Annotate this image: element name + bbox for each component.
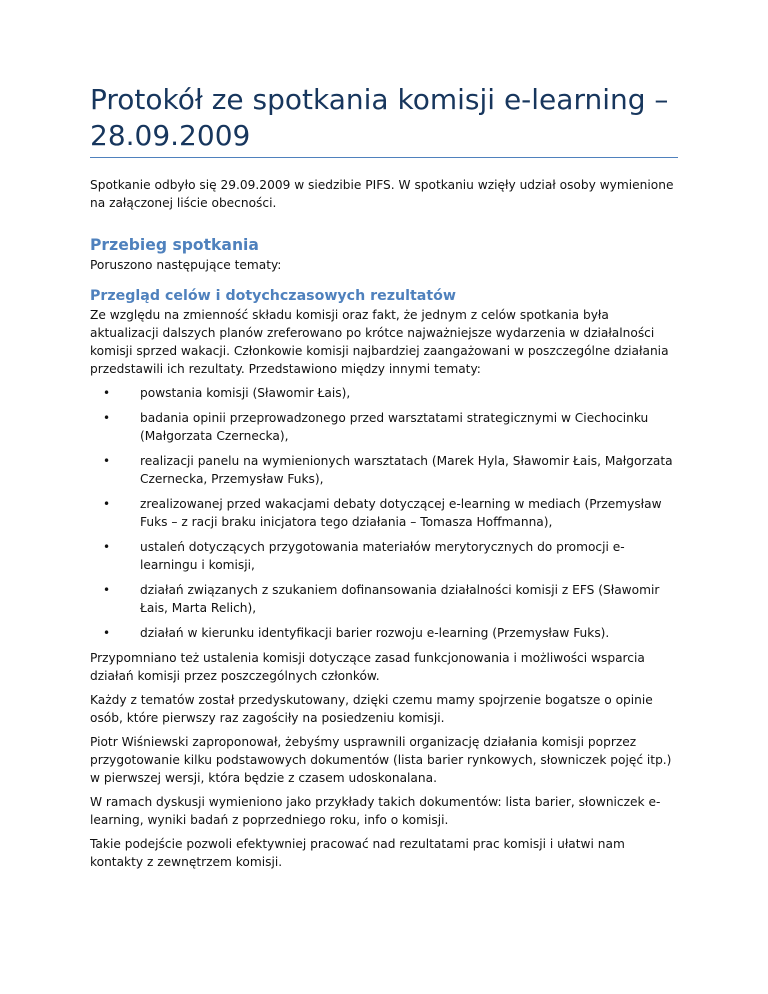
document-body: [90, 176, 678, 877]
body-paragraph: W ramach dyskusji wymieniono jako przykłady takich dokumentów: lista barier, słowniczek e-learning, wyniki badań z poprzedniego roku, info o komisji.: [90, 795, 661, 827]
topic-list-item: [90, 384, 678, 402]
topic-text: realizacji panelu na wymienionych warsztatach (Marek Hyla, Sławomir Łais, Małgorzata Czernecka, Przemysław Fuks),: [140, 454, 673, 486]
section-heading: Przebieg spotkania: [90, 236, 259, 254]
topic-text: działań w kierunku identyfikacji barier rozwoju e-learning (Przemysław Fuks).: [140, 626, 610, 640]
subsection-heading: Przegląd celów i dotychczasowych rezultatów: [90, 288, 456, 304]
title-underline-rule: [90, 157, 678, 158]
topic-text: działań związanych z szukaniem dofinansowania działalności komisji z EFS (Sławomir Łais, Marta Relich),: [140, 583, 660, 615]
topic-text: ustaleń dotyczących przygotowania materiałów merytorycznych do promocji e-learningu i komisji,: [140, 540, 625, 572]
topic-list-item: [90, 409, 678, 445]
section-lead-paragraph: Poruszono następujące tematy:: [90, 258, 282, 272]
body-paragraph: Takie podejście pozwoli efektywniej pracować nad rezultatami prac komisji i ułatwi nam kontakty z zewnętrzem komisji.: [90, 837, 625, 869]
body-paragraph: Piotr Wiśniewski zaproponował, żebyśmy usprawnili organizację działania komisji poprzez przygotowanie kilku podstawowych dokumentów (lista barier rynkowych, słowniczek pojęć itp.) w pierwszej wersji, która będzie z czasem udoskonalana.: [90, 735, 672, 785]
topic-list-item: [90, 538, 678, 574]
intro-paragraph: Spotkanie odbyło się 29.09.2009 w siedzibie PIFS. W spotkaniu wzięły udział osoby wymienione na załączonej liście obecności.: [90, 178, 674, 210]
document-title: Protokół ze spotkania komisji e-learning – 28.09.2009: [90, 83, 669, 152]
subsection-paragraph: Ze względu na zmienność składu komisji oraz fakt, że jednym z celów spotkania była aktualizacji dalszych planów zreferowano po krótce najważniejsze wydarzenia w działalności komisji sprzed wakacji. Członkowie komisji najbardziej zaangażowani w poszczególne działania przedstawili ich rezultaty. Przedstawiono między innymi tematy:: [90, 308, 669, 376]
topics-list: [90, 384, 678, 642]
bullet-icon: •: [103, 497, 111, 511]
topic-list-item: [90, 495, 678, 531]
bullet-icon: •: [103, 386, 111, 400]
topic-text: powstania komisji (Sławomir Łais),: [140, 386, 351, 400]
topic-text: badania opinii przeprowadzonego przed warsztatami strategicznymi w Ciechocinku (Małgorzata Czernecka),: [140, 411, 649, 443]
bullet-icon: •: [103, 583, 111, 597]
topic-text: zrealizowanej przed wakacjami debaty dotyczącej e-learning w mediach (Przemysław Fuks – z racji braku inicjatora tego działania – Tomasza Hoffmanna),: [140, 497, 662, 529]
topic-list-item: [90, 452, 678, 488]
bullet-icon: •: [103, 411, 111, 425]
bullet-icon: •: [103, 626, 111, 640]
body-paragraph: Przypomniano też ustalenia komisji dotyczące zasad funkcjonowania i możliwości wsparcia działań komisji przez poszczególnych członków.: [90, 651, 645, 683]
body-paragraph: Każdy z tematów został przedyskutowany, dzięki czemu mamy spojrzenie bogatsze o opinie osób, które pierwszy raz zagościły na posiedzeniu komisji.: [90, 693, 653, 725]
bullet-icon: •: [103, 454, 111, 468]
topic-list-item: [90, 624, 678, 642]
bullet-icon: •: [103, 540, 111, 554]
topic-list-item: [90, 581, 678, 617]
